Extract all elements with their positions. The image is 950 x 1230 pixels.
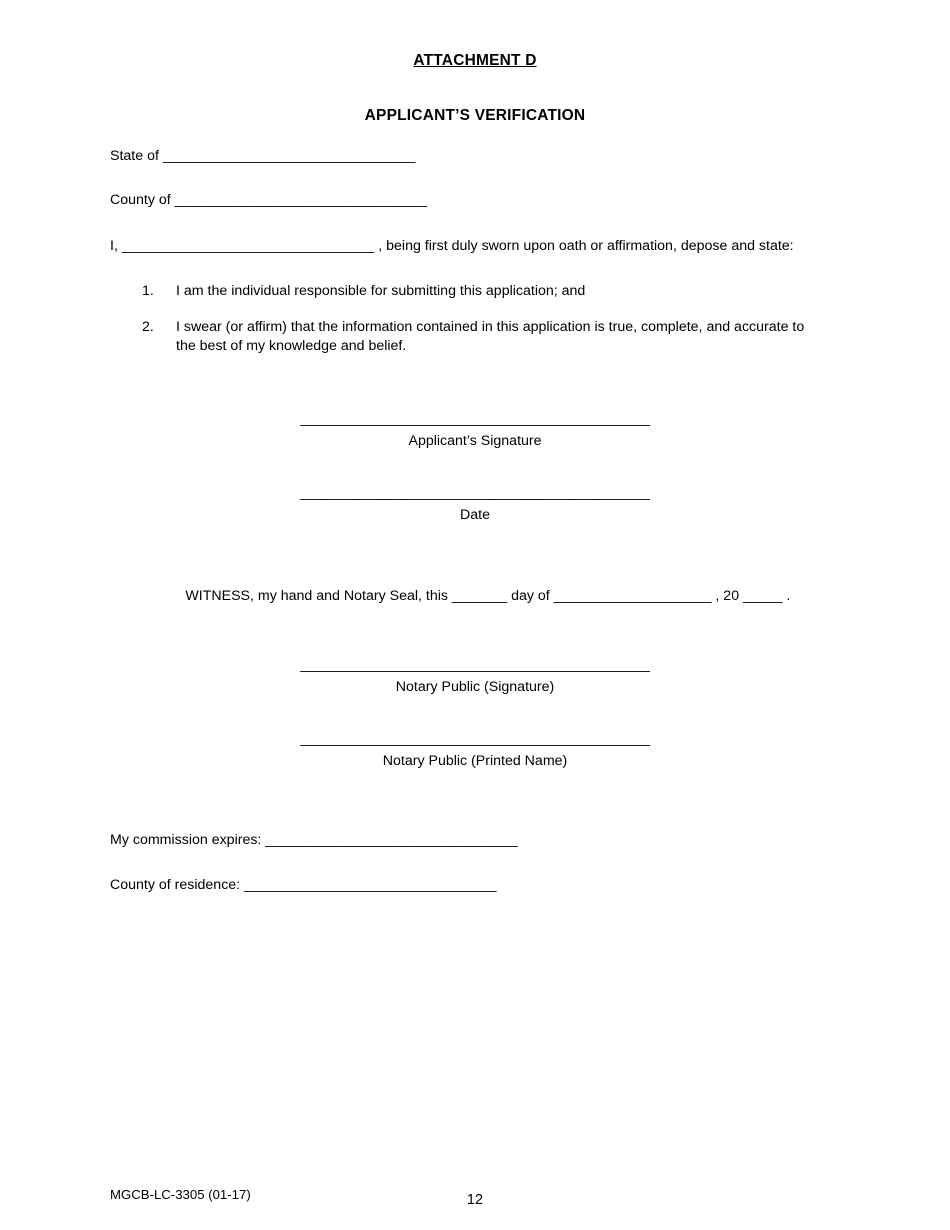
county-of-field[interactable]: County of ________________________________ bbox=[110, 192, 428, 208]
list-item-text: I swear (or affirm) that the information contained in this application is true, complete, and accurate to the best of my knowledge and belief. bbox=[176, 319, 805, 354]
applicant-signature-block bbox=[0, 410, 950, 451]
signature-label: Notary Public (Signature) bbox=[395, 679, 555, 695]
page-number: 12 bbox=[466, 1192, 484, 1208]
witness-statement-text: WITNESS, my hand and Notary Seal, this _______ day of ____________________ , 20 _____ . bbox=[185, 588, 791, 604]
signature-line[interactable]: ______________________________________________ bbox=[300, 657, 650, 673]
form-code: MGCB-LC-3305 (01-17) bbox=[110, 1187, 251, 1202]
witness-statement[interactable] bbox=[0, 572, 950, 620]
list-item-number: 2. bbox=[142, 319, 154, 335]
attachment-heading-text: ATTACHMENT D bbox=[413, 52, 537, 69]
signature-label: Notary Public (Printed Name) bbox=[382, 753, 568, 769]
list-item-text: I am the individual responsible for submitting this application; and bbox=[176, 283, 586, 299]
list-item bbox=[142, 282, 842, 301]
notary-signature-block bbox=[0, 656, 950, 697]
signature-line[interactable]: ______________________________________________ bbox=[300, 731, 650, 747]
signature-line[interactable]: ______________________________________________ bbox=[300, 411, 650, 427]
list-item-number: 1. bbox=[142, 283, 154, 299]
commission-expires-field[interactable]: My commission expires: ________________________________ bbox=[110, 832, 518, 848]
signature-line[interactable]: ______________________________________________ bbox=[300, 485, 650, 501]
date-signature-block bbox=[0, 484, 950, 525]
sworn-statement[interactable]: I, ________________________________ , being first duly sworn upon oath or affirmation, depose and state: bbox=[110, 238, 794, 254]
state-of-field[interactable]: State of ________________________________ bbox=[110, 148, 416, 164]
list-item bbox=[142, 318, 822, 356]
notary-printed-name-block bbox=[0, 730, 950, 771]
page-title: APPLICANT’S VERIFICATION bbox=[364, 107, 586, 124]
signature-label: Applicant’s Signature bbox=[408, 433, 542, 449]
attachment-heading bbox=[0, 52, 950, 70]
signature-label: Date bbox=[460, 507, 490, 523]
county-of-residence-field[interactable]: County of residence: ________________________________ bbox=[110, 877, 497, 893]
